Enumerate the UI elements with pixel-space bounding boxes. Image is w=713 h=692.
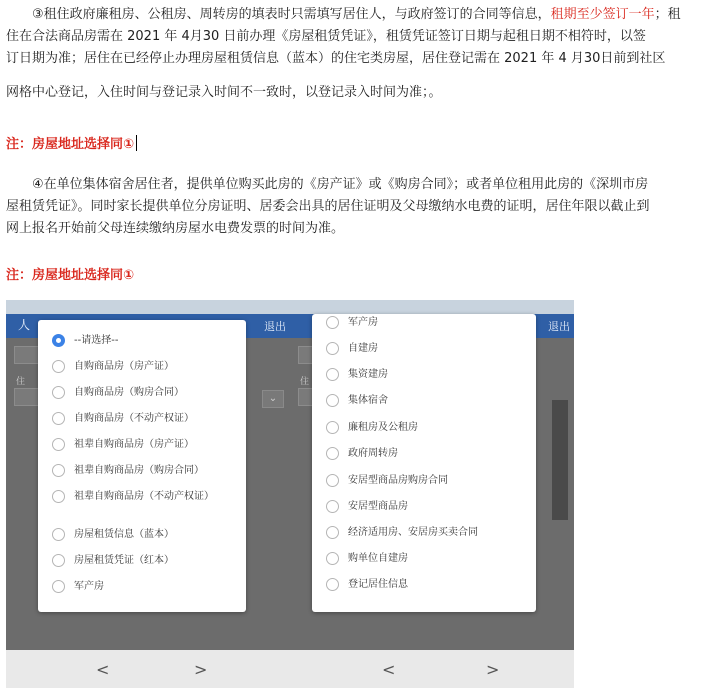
radio-icon[interactable] — [52, 554, 65, 567]
note-address-selection: 注：房屋地址选择同① — [6, 268, 135, 283]
paragraph-line: 住在合法商品房需在 2021 年 4月30 日前办理《房屋租赁凭证》，租赁凭证签订日期与起租日期不相符时，以签 — [6, 29, 646, 44]
option-item[interactable]: 军产房 — [326, 316, 498, 330]
option-item[interactable]: 祖辈自购商品房（购房合同） — [52, 464, 224, 478]
option-item[interactable]: 购单位自建房 — [326, 552, 498, 566]
paragraph-line: ③租住政府廉租房、公租房、周转房的填表时只需填写居住人，与政府签订的合同等信息，租期至少签订一年；租 — [32, 7, 681, 22]
browser-nav-bar — [290, 650, 574, 688]
radio-icon[interactable] — [326, 447, 339, 460]
radio-icon[interactable] — [326, 368, 339, 381]
note-address-selection: 注：房屋地址选择同① — [6, 133, 137, 152]
radio-icon[interactable] — [52, 360, 65, 373]
option-item[interactable]: 祖辈自购商品房（不动产权证） — [52, 490, 212, 504]
option-item[interactable]: 廉租房及公租房 — [326, 421, 498, 435]
option-item[interactable]: 自建房 — [326, 342, 498, 356]
forward-button[interactable]: > — [486, 660, 500, 679]
ghost-label: 住 — [300, 377, 310, 387]
paragraph-dormitory — [6, 174, 706, 240]
paragraph-line: 屋租赁凭证》。同时家长提供单位分房证明、居委会出具的居住证明及父母缴纳水电费的证明，居住年限以截止到 — [6, 199, 650, 214]
option-item[interactable]: 政府周转房 — [326, 447, 498, 461]
option-item[interactable]: 集体宿舍 — [326, 394, 498, 408]
option-item[interactable]: 房屋租赁信息（蓝本） — [52, 528, 224, 542]
map-strip — [6, 300, 290, 314]
option-item[interactable]: 经济适用房、安居房买卖合同 — [326, 526, 528, 540]
radio-icon[interactable] — [326, 552, 339, 565]
exit-button[interactable]: 退出 — [264, 320, 286, 333]
paragraph-line: 订日期为准；居住在已经停止办理房屋租赁信息（蓝本）的住宅类房屋，居住登记需在 2021 年 4 月30日前到社区 — [6, 51, 666, 66]
radio-icon[interactable] — [52, 412, 65, 425]
option-item[interactable]: 登记居住信息 — [326, 578, 498, 592]
text-cursor — [136, 135, 137, 151]
browser-nav-bar — [6, 650, 290, 688]
radio-icon[interactable] — [326, 578, 339, 591]
radio-icon[interactable] — [326, 474, 339, 487]
ghost-panel — [552, 400, 568, 520]
option-item[interactable]: --请选择-- — [52, 334, 224, 348]
chevron-down-icon: ⌄ — [262, 390, 284, 408]
ghost-label: 住 — [16, 377, 26, 387]
option-item[interactable]: 军产房 — [52, 580, 224, 594]
back-button[interactable]: < — [382, 660, 396, 679]
radio-icon[interactable] — [326, 394, 339, 407]
radio-icon[interactable] — [52, 580, 65, 593]
phone-screen-left — [6, 300, 290, 688]
radio-icon[interactable] — [326, 421, 339, 434]
radio-icon[interactable] — [326, 342, 339, 355]
option-item[interactable]: 祖辈自购商品房（房产证） — [52, 438, 224, 452]
header-text: 人 — [18, 318, 31, 332]
option-item[interactable]: 集资建房 — [326, 368, 498, 382]
phone-screen-right — [290, 300, 574, 688]
embedded-screenshot — [6, 300, 574, 688]
paragraph-line: ④在单位集体宿舍居住者，提供单位购买此房的《房产证》或《购房合同》；或者单位租用此房的《深圳市房 — [32, 177, 649, 192]
radio-icon[interactable] — [52, 386, 65, 399]
radio-icon[interactable] — [326, 500, 339, 513]
back-button[interactable]: < — [96, 660, 110, 679]
option-item[interactable]: 自购商品房（房产证） — [52, 360, 224, 374]
option-item[interactable]: 安居型商品房购房合同 — [326, 474, 498, 488]
highlight-lease-term: 租期至少签订一年 — [550, 7, 655, 22]
radio-icon[interactable] — [326, 526, 339, 539]
exit-button[interactable]: 退出 — [548, 320, 570, 333]
option-item[interactable]: 自购商品房（购房合同） — [52, 386, 224, 400]
radio-icon[interactable] — [52, 464, 65, 477]
radio-icon[interactable] — [326, 316, 339, 329]
radio-icon[interactable] — [52, 438, 65, 451]
radio-selected-icon[interactable] — [52, 334, 65, 347]
paragraph-rental-housing — [6, 4, 706, 70]
paragraph-line: 网格中心登记，入住时间与登记录入时间不一致时，以登记录入时间为准；。 — [6, 85, 442, 100]
option-item[interactable]: 房屋租赁凭证（红本） — [52, 554, 224, 568]
map-strip — [290, 300, 574, 314]
option-item[interactable]: 自购商品房（不动产权证） — [52, 412, 224, 426]
option-item[interactable]: 安居型商品房 — [326, 500, 498, 514]
house-type-picker — [38, 320, 246, 612]
radio-icon[interactable] — [52, 490, 65, 503]
paragraph-line: 网上报名开始前父母连续缴纳房屋水电费发票的时间为准。 — [6, 221, 345, 236]
house-type-picker — [312, 314, 536, 612]
radio-icon[interactable] — [52, 528, 65, 541]
forward-button[interactable]: > — [194, 660, 208, 679]
